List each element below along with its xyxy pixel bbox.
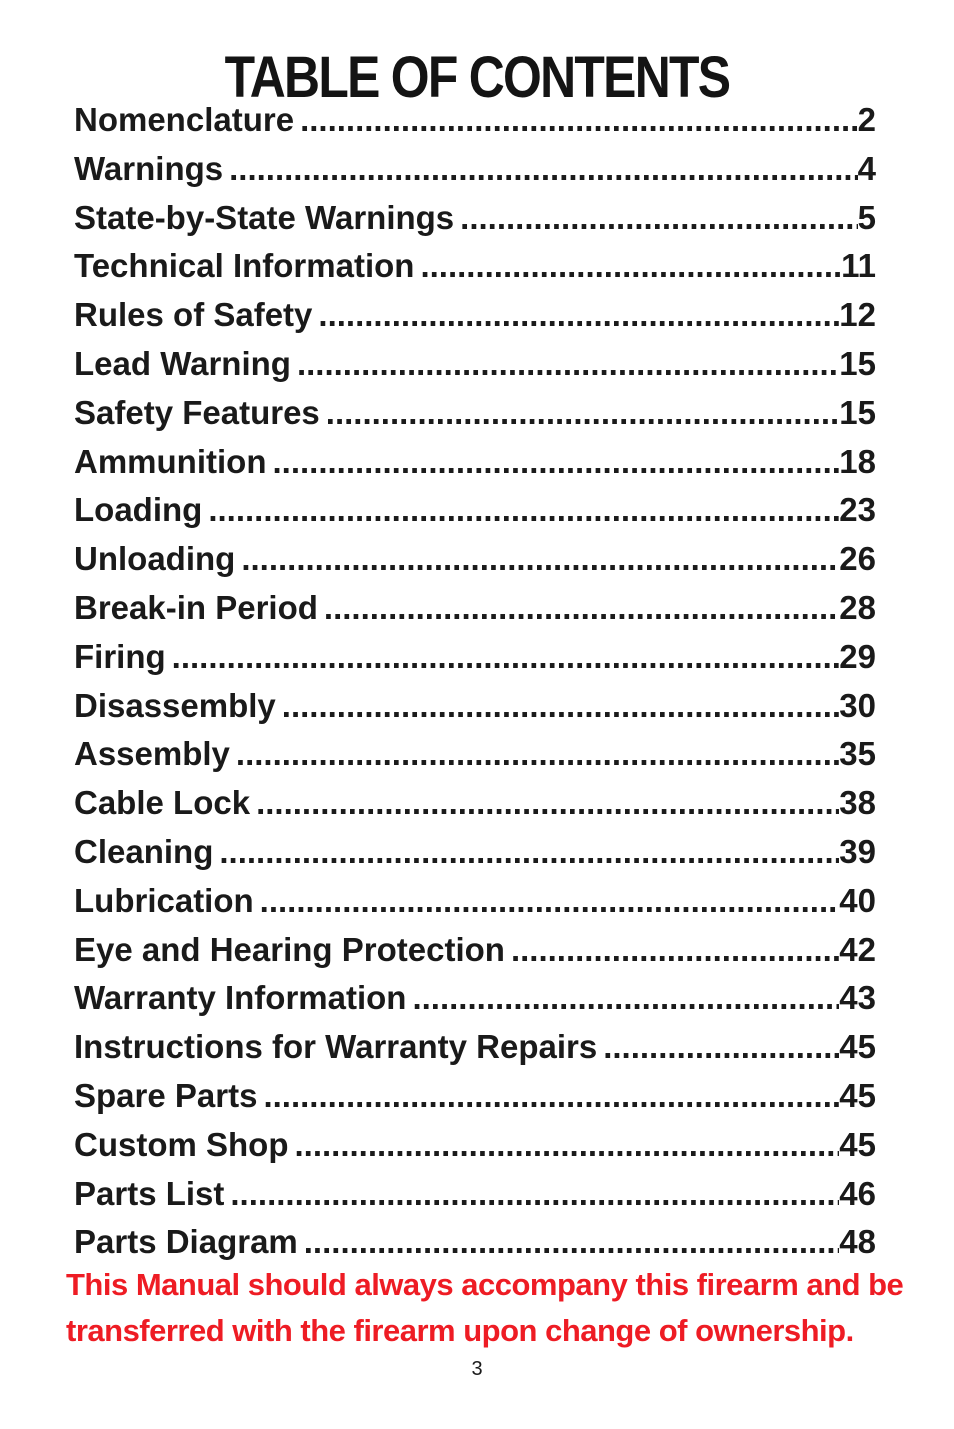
toc-entry-page-number: 11 <box>841 247 876 285</box>
toc-entry-leader-dots <box>297 340 839 389</box>
toc-entry[interactable] <box>74 340 876 389</box>
toc-entry[interactable] <box>74 242 876 291</box>
ownership-notice <box>66 1262 916 1354</box>
toc-entry-leader-dots <box>511 926 839 975</box>
toc-entry-leader-dots <box>300 96 858 145</box>
toc-entry-page-number: 23 <box>839 491 876 529</box>
toc-entry-page-number: 4 <box>857 149 876 187</box>
toc-entry-leader-dots <box>282 682 839 731</box>
toc-entry[interactable] <box>74 1023 876 1072</box>
toc-entry-label: Warranty Information <box>74 979 407 1017</box>
ownership-notice-line-1: This Manual should always accompany this firearm and be <box>66 1267 904 1302</box>
toc-entry-label: State-by-State Warnings <box>74 198 455 236</box>
toc-entry-label: Parts Diagram <box>74 1223 298 1261</box>
toc-entry-page-number: 2 <box>857 101 876 138</box>
toc-entry-page-number: 26 <box>839 540 876 578</box>
toc-entry[interactable] <box>74 584 876 633</box>
toc-entry-leader-dots <box>208 486 839 535</box>
toc-entry-label: Disassembly <box>74 686 276 724</box>
toc-entry-leader-dots <box>294 1121 839 1170</box>
page-title: TABLE OF CONTENTS <box>224 45 730 110</box>
toc-entry-page-number: 35 <box>839 735 876 773</box>
toc-entry-page-number: 28 <box>839 588 876 626</box>
toc-entry[interactable] <box>74 291 876 340</box>
toc-entry-page-number: 42 <box>839 930 876 968</box>
toc-entry-label: Parts List <box>74 1174 225 1212</box>
toc-entry-leader-dots <box>272 438 839 487</box>
toc-entry-leader-dots <box>420 242 841 291</box>
toc-entry-page-number: 12 <box>839 296 876 334</box>
toc-entry[interactable] <box>74 877 876 926</box>
toc-entry-page-number: 40 <box>839 881 876 919</box>
toc-entry-page-number: 45 <box>839 1028 876 1066</box>
toc-entry-label: Ammunition <box>74 442 267 480</box>
toc-entry-page-number: 48 <box>839 1223 876 1261</box>
toc-entry[interactable] <box>74 779 876 828</box>
toc-entry-leader-dots <box>241 535 839 584</box>
toc-entry[interactable] <box>74 96 876 145</box>
toc-entry-label: Cleaning <box>74 832 214 870</box>
toc-entry-leader-dots <box>324 584 839 633</box>
toc-entry[interactable] <box>74 974 876 1023</box>
toc-entry-leader-dots <box>263 1072 839 1121</box>
toc-entry-page-number: 15 <box>839 344 876 382</box>
toc-entry-label: Nomenclature <box>74 101 295 138</box>
page-number: 3 <box>471 1358 483 1380</box>
toc-entry-leader-dots <box>229 145 858 194</box>
toc-entry-label: Rules of Safety <box>74 296 313 334</box>
toc-entry-leader-dots <box>260 877 840 926</box>
toc-entry[interactable] <box>74 438 876 487</box>
toc-entry-label: Eye and Hearing Protection <box>74 930 505 968</box>
toc-entry-label: Firing <box>74 637 166 675</box>
toc-entry-leader-dots <box>304 1218 840 1267</box>
toc-entry-leader-dots <box>603 1023 839 1072</box>
toc-entry-label: Custom Shop <box>74 1125 289 1163</box>
toc-entry-leader-dots <box>318 291 839 340</box>
toc-entry-label: Spare Parts <box>74 1076 258 1114</box>
toc-entry[interactable] <box>74 535 876 584</box>
toc-entry-leader-dots <box>326 389 840 438</box>
toc-entry-leader-dots <box>236 730 839 779</box>
toc-entry[interactable] <box>74 633 876 682</box>
toc-entry-leader-dots <box>412 974 839 1023</box>
toc-entry-leader-dots <box>256 779 839 828</box>
toc-entry[interactable] <box>74 1121 876 1170</box>
toc-entry-label: Safety Features <box>74 393 320 431</box>
table-of-contents <box>74 96 876 1267</box>
toc-entry-label: Unloading <box>74 540 236 578</box>
toc-entry-page-number: 30 <box>839 686 876 724</box>
toc-entry-label: Technical Information <box>74 247 415 285</box>
toc-entry-label: Assembly <box>74 735 230 773</box>
toc-entry[interactable] <box>74 389 876 438</box>
toc-entry[interactable] <box>74 828 876 877</box>
toc-entry[interactable] <box>74 145 876 194</box>
toc-entry-label: Lubrication <box>74 881 254 919</box>
ownership-notice-line-2: transferred with the firearm upon change of ownership. <box>66 1313 854 1348</box>
toc-entry-label: Cable Lock <box>74 784 251 822</box>
toc-entry-page-number: 38 <box>839 784 876 822</box>
toc-entry-page-number: 46 <box>839 1174 876 1212</box>
toc-entry-leader-dots <box>172 633 840 682</box>
toc-entry[interactable] <box>74 926 876 975</box>
toc-entry[interactable] <box>74 1218 876 1267</box>
toc-entry-label: Lead Warning <box>74 344 291 382</box>
toc-entry-page-number: 15 <box>839 393 876 431</box>
toc-entry[interactable] <box>74 682 876 731</box>
toc-entry-page-number: 45 <box>839 1125 876 1163</box>
toc-entry-leader-dots <box>219 828 839 877</box>
toc-entry-label: Instructions for Warranty Repairs <box>74 1028 598 1066</box>
toc-entry[interactable] <box>74 1072 876 1121</box>
toc-entry-page-number: 43 <box>839 979 876 1017</box>
toc-entry-page-number: 18 <box>839 442 876 480</box>
toc-entry[interactable] <box>74 730 876 779</box>
toc-entry[interactable] <box>74 1170 876 1219</box>
toc-entry-label: Loading <box>74 491 203 529</box>
toc-entry-page-number: 39 <box>839 832 876 870</box>
toc-entry-page-number: 29 <box>839 637 876 675</box>
toc-entry-leader-dots <box>230 1170 839 1219</box>
toc-entry-label: Break-in Period <box>74 588 318 626</box>
toc-entry-page-number: 45 <box>839 1076 876 1114</box>
toc-entry-label: Warnings <box>74 149 224 187</box>
toc-entry[interactable] <box>74 486 876 535</box>
toc-entry-page-number: 5 <box>857 198 876 236</box>
toc-entry-leader-dots <box>460 194 857 243</box>
toc-entry[interactable] <box>74 194 876 243</box>
